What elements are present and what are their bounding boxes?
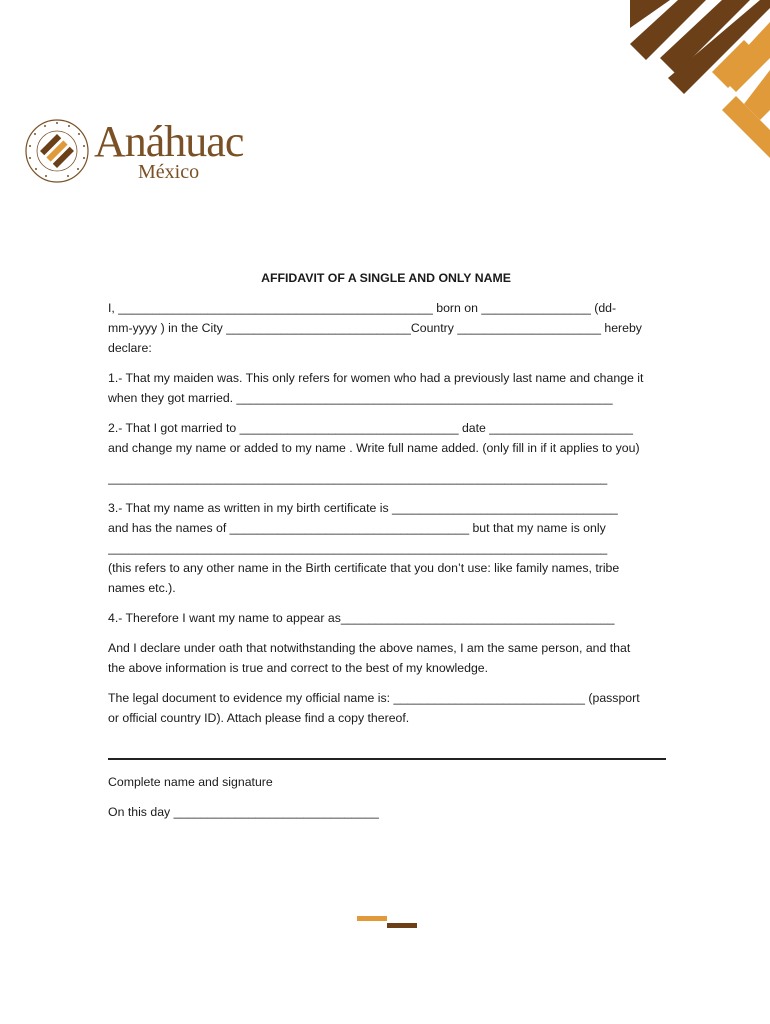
corner-stripes-decoration (610, 0, 770, 170)
paragraph-line: 4.- Therefore I want my name to appear as________________________________________ (108, 611, 615, 625)
affidavit-document (108, 268, 664, 832)
paragraph-line: (this refers to any other name in the Birth certificate that you don’t use: like family names, tribe (108, 561, 620, 575)
anahuac-logo (24, 118, 243, 184)
paragraph-line: names etc.). (108, 581, 176, 595)
date-line: On this day ______________________________ (108, 805, 379, 819)
paragraph-line: _________________________________________________________________________ (108, 541, 608, 555)
paragraph-line: and change my name or added to my name . Write full name added. (only fill in if it applies to you) (108, 441, 640, 455)
paragraph-line: The legal document to evidence my official name is: ____________________________ (passport (108, 691, 640, 705)
identity-paragraph (108, 298, 664, 358)
paragraph-line: 3.- That my name as written in my birth certificate is _________________________________ (108, 501, 618, 515)
document-title: AFFIDAVIT OF A SINGLE AND ONLY NAME (261, 271, 511, 285)
paragraph-line: when they got married. _______________________________________________________ (108, 391, 613, 405)
paragraph-line: 2.- That I got married to ________________________________ date _____________________ (108, 421, 633, 435)
footer-decoration (357, 916, 419, 930)
paragraph-line: 1.- That my maiden was. This only refers for women who had a previously last name and change it (108, 371, 644, 385)
marriage-paragraph (108, 418, 664, 458)
paragraph-line: or official country ID). Attach please find a copy thereof. (108, 711, 410, 725)
paragraph-line: the above information is true and correct to the best of my knowledge. (108, 661, 489, 675)
footer-bar-orange (357, 916, 387, 921)
brand-subtitle: México (138, 161, 200, 183)
footer-bar-brown (387, 923, 417, 928)
oath-paragraph (108, 638, 664, 678)
paragraph-line: I, ______________________________________________ born on ________________ (dd- (108, 301, 617, 315)
university-seal-icon (24, 118, 90, 184)
legal-document-paragraph (108, 688, 664, 728)
paragraph-line: mm-yyyy ) in the City ___________________________Country _____________________ hereby (108, 321, 642, 335)
maiden-name-paragraph (108, 368, 664, 408)
signature-label: Complete name and signature (108, 775, 273, 789)
paragraph-line: _________________________________________________________________________ (108, 471, 608, 485)
signature-line (108, 758, 666, 760)
birth-certificate-paragraph (108, 498, 664, 598)
paragraph-line: declare: (108, 341, 152, 355)
marriage-name-blank (108, 468, 664, 488)
desired-name-paragraph (108, 608, 664, 628)
paragraph-line: And I declare under oath that notwithstanding the above names, I am the same person, and that (108, 641, 631, 655)
paragraph-line: and has the names of ___________________________________ but that my name is only (108, 521, 606, 535)
brand-name: Anáhuac (94, 117, 244, 166)
